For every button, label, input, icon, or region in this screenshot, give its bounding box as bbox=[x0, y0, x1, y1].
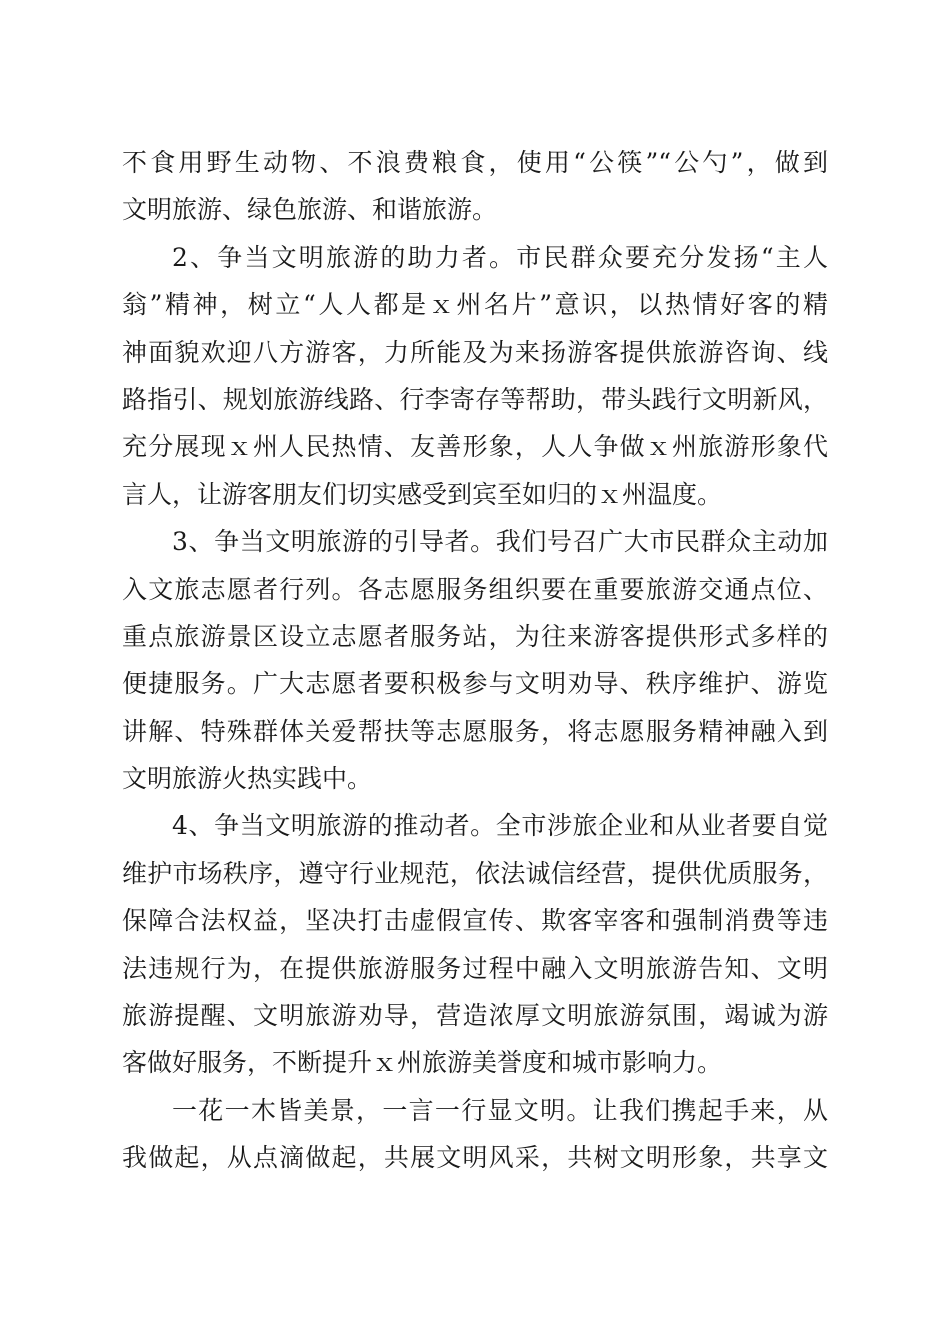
text-line: 路指引、规划旅游线路、行李寄存等帮助，带头践行文明新风， bbox=[122, 384, 828, 414]
body-text bbox=[122, 139, 828, 1182]
text-line: 讲解、特殊群体关爱帮扶等志愿服务，将志愿服务精神融入到 bbox=[122, 716, 828, 746]
text-line: 维护市场秩序，遵守行业规范，依法诚信经营，提供优质服务， bbox=[122, 858, 828, 888]
text-line: 我做起，从点滴做起，共展文明风采，共树文明形象，共享文 bbox=[122, 1143, 828, 1173]
paragraph-heading-line: 3、争当文明旅游的引导者。我们号召广大市民群众主动加 bbox=[172, 527, 828, 557]
text-line: 充分展现ｘ州人民热情、友善形象，人人争做ｘ州旅游形象代 bbox=[122, 432, 828, 462]
text-line: 便捷服务。广大志愿者要积极参与文明劝导、秩序维护、游览 bbox=[122, 669, 828, 699]
text-line: 入文旅志愿者行列。各志愿服务组织要在重要旅游交通点位、 bbox=[122, 574, 828, 604]
text-line: 保障合法权益，坚决打击虚假宣传、欺客宰客和强制消费等违 bbox=[122, 906, 828, 936]
text-line: 重点旅游景区设立志愿者服务站，为往来游客提供形式多样的 bbox=[122, 621, 828, 651]
paragraph-heading-line: 2、争当文明旅游的助力者。市民群众要充分发扬“主人 bbox=[172, 242, 828, 272]
text-line: 客做好服务，不断提升ｘ州旅游美誉度和城市影响力。 bbox=[122, 1048, 723, 1078]
text-line: 不食用野生动物、不浪费粮食，使用“公筷”“公勺”，做到 bbox=[122, 148, 828, 177]
text-line: 文明旅游火热实践中。 bbox=[122, 764, 373, 794]
paragraph-heading-line: 4、争当文明旅游的推动者。全市涉旅企业和从业者要自觉 bbox=[172, 811, 828, 841]
text-line: 法违规行为，在提供旅游服务过程中融入文明旅游告知、文明 bbox=[122, 953, 828, 983]
paragraph-first-line: 一花一木皆美景，一言一行显文明。让我们携起手来，从 bbox=[172, 1095, 828, 1125]
text-line: 神面貌欢迎八方游客，力所能及为来扬游客提供旅游咨询、线 bbox=[122, 337, 828, 367]
text-line: 言人，让游客朋友们切实感受到宾至如归的ｘ州温度。 bbox=[122, 479, 723, 509]
text-line: 翁”精神，树立“人人都是ｘ州名片”意识，以热情好客的精 bbox=[122, 290, 828, 320]
text-line: 旅游提醒、文明旅游劝导，营造浓厚文明旅游氛围，竭诚为游 bbox=[122, 1001, 828, 1031]
text-line: 文明旅游、绿色旅游、和谐旅游。 bbox=[122, 195, 498, 225]
